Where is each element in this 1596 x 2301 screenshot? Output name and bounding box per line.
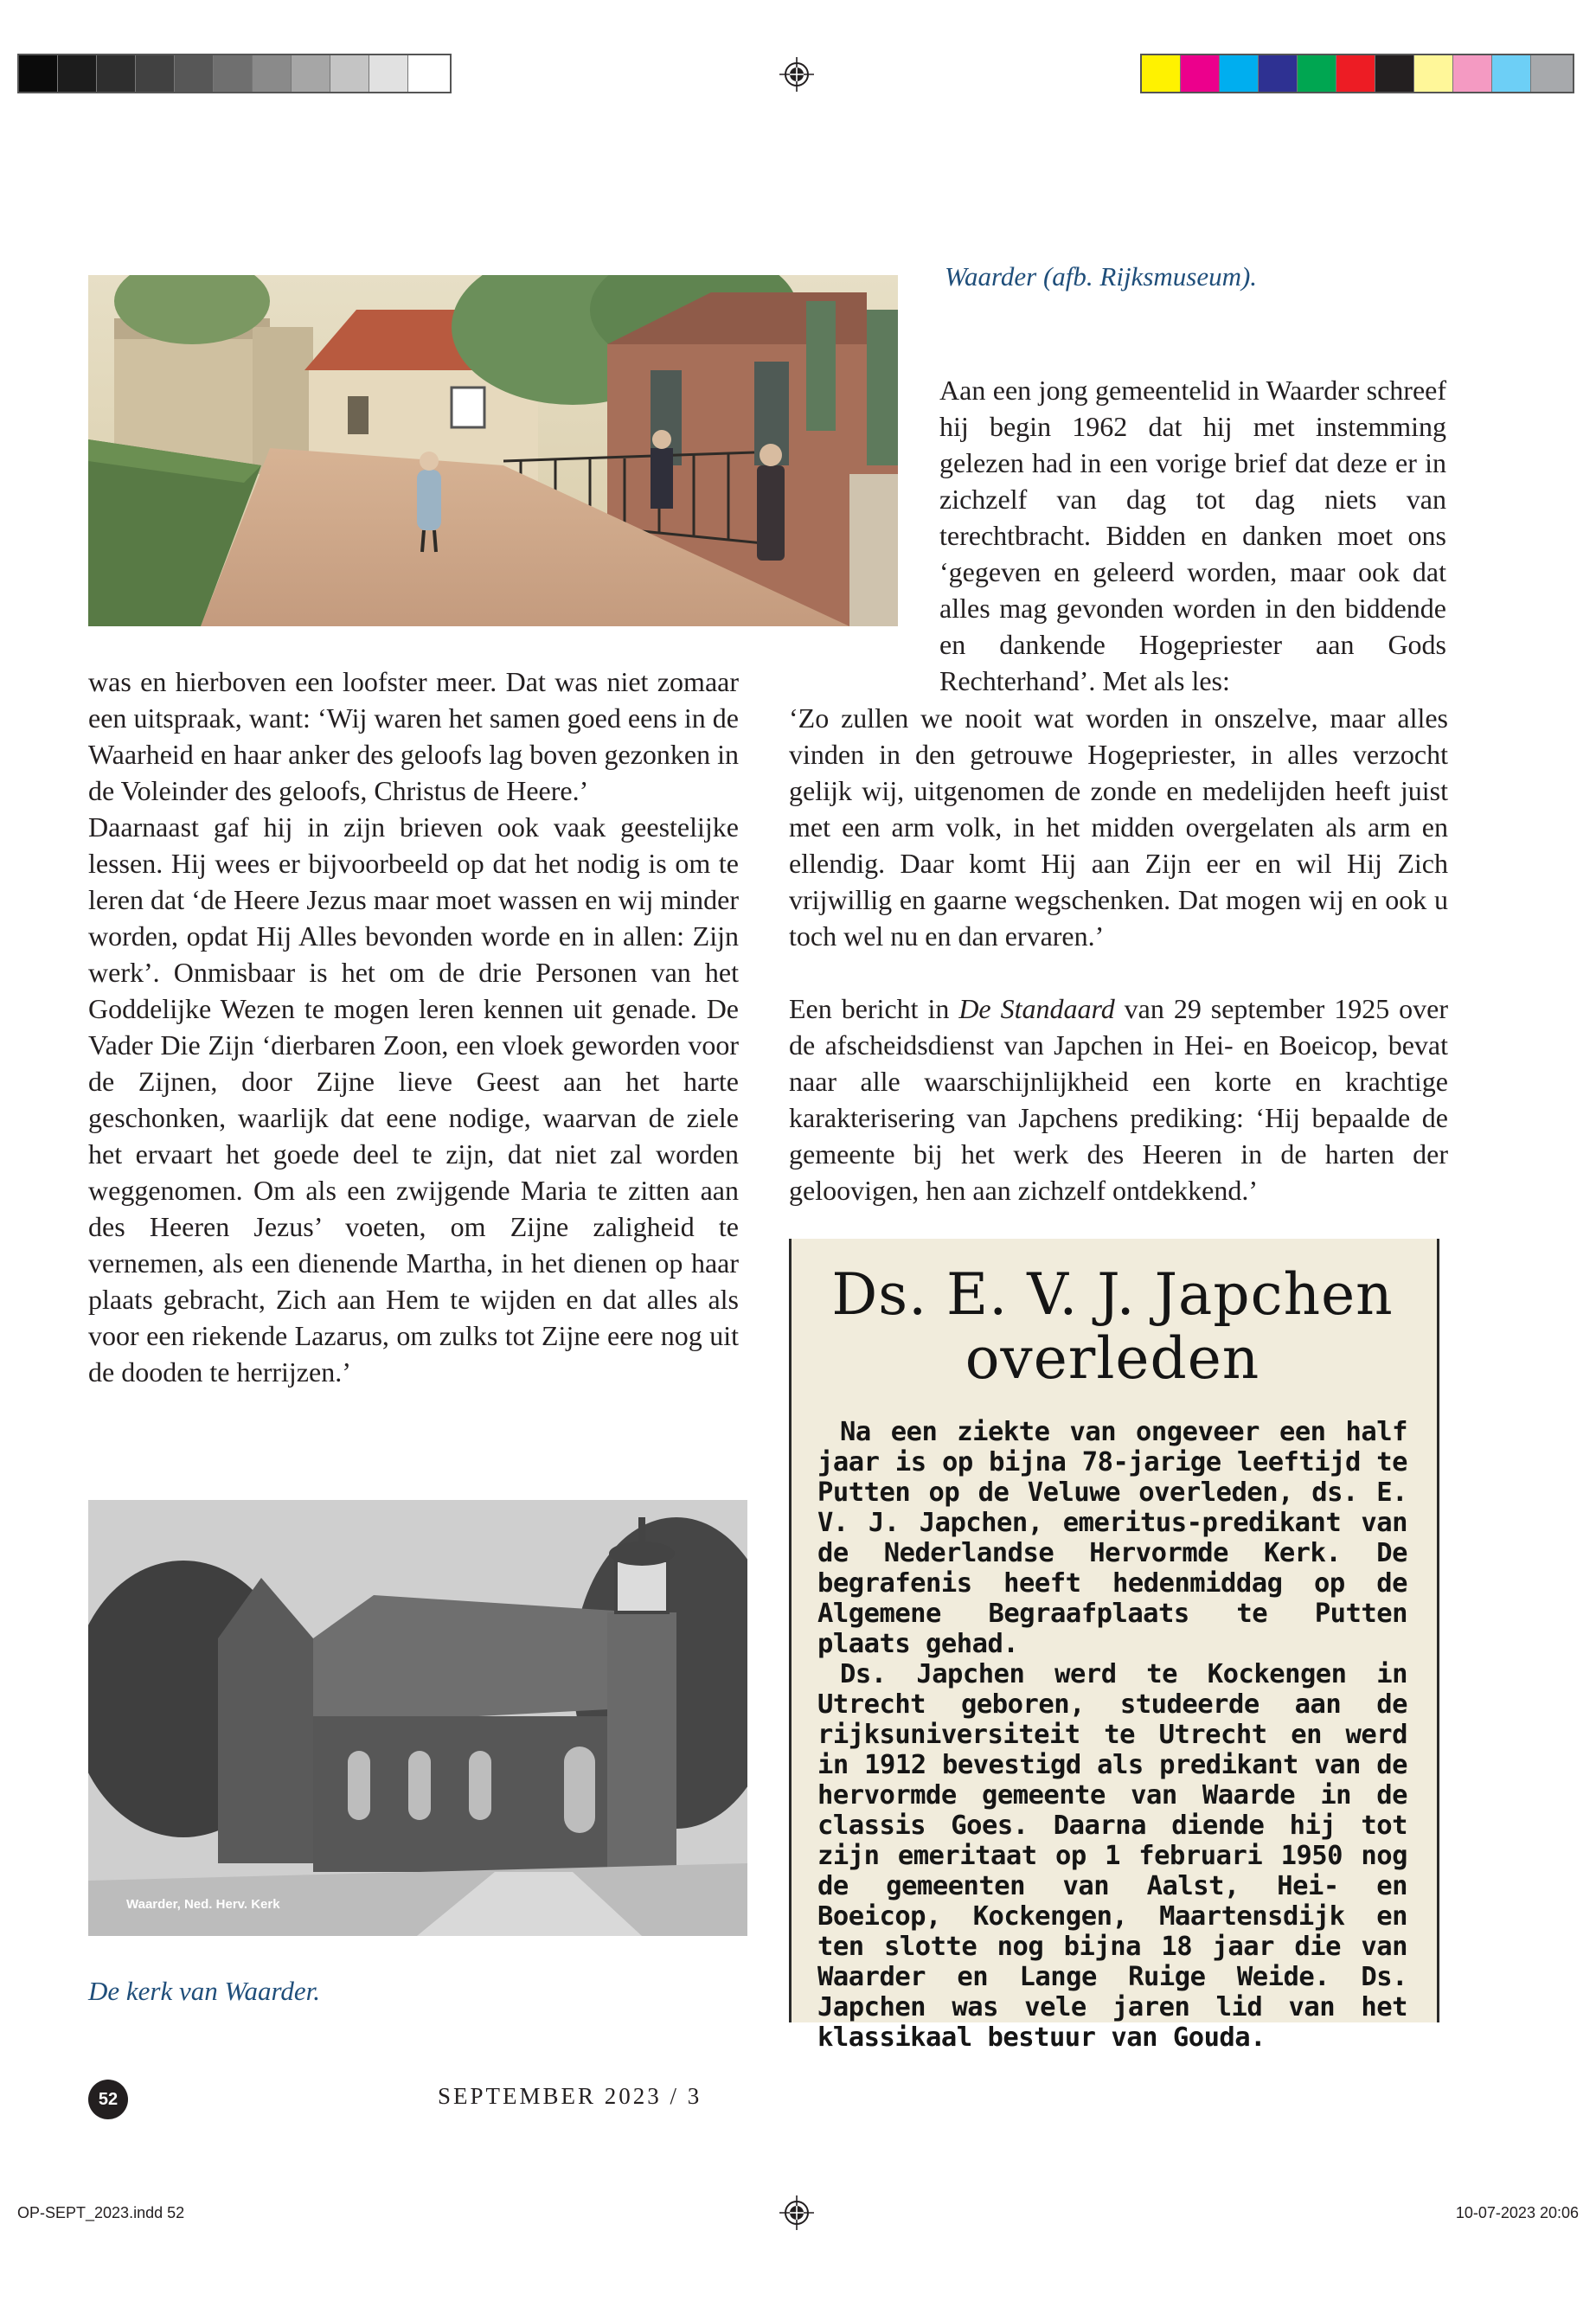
standaard-intro: Een bericht in: [789, 993, 959, 1024]
clipping-headline-line-2: overleden: [965, 1325, 1260, 1392]
village-street-illustration: [88, 275, 898, 626]
church-photo: [88, 1500, 747, 1936]
intro-paragraph: Aan een jong gemeentelid in Waarder schreef hij begin 1962 dat hij met instemming gelezen had in een vorige brief dat deze er in zichzelf van dag tot dag niets van terechtbracht. Bidden en danken moet ons ‘gegeven en geleerd worden, maar ook dat alles mag gevonden worden in den biddende en dankende Hogepriester aan Gods Rechterhand’. Met als les:: [939, 375, 1446, 696]
color-swatch: [1531, 55, 1573, 92]
color-swatch: [1181, 55, 1220, 92]
gray-swatch: [136, 55, 175, 92]
grayscale-color-bar: [17, 54, 452, 93]
color-swatch: [1298, 55, 1336, 92]
clipping-paragraph-1: Na een ziekte van ongeveer een half jaar is op bijna 78-jarige leeftijd te Putten op de Veluwe overleden, ds. E. V. J. Japchen, emeritus-predikant van de Nederlandse Hervormde Kerk. De begrafenis heeft hedenmiddag op de Algemene Begraafplaats te Putten plaats gehad.: [817, 1417, 1407, 1659]
gray-swatch: [58, 55, 97, 92]
registration-mark-icon: [779, 57, 814, 92]
standaard-rest: van 29 september 1925 over de afscheidsdienst van Japchen in Hei- en Boeicop, bevat naar alle waarschijnlijkheid een korte en krachtige karakterisering van Japchens prediking: ‘Hij bepaalde de gemeente bij het werk des Heeren in de harten der geloovigen, hen aan zichzelf ontdekkend.’: [789, 993, 1449, 1206]
gray-swatch: [214, 55, 253, 92]
gray-swatch: [369, 55, 408, 92]
gray-swatch: [19, 55, 58, 92]
clipping-headline-line-1: Ds. E. V. J. Japchen: [831, 1261, 1394, 1328]
color-swatch: [1142, 55, 1181, 92]
left-paragraph-1: was en hierboven een loofster meer. Dat was niet zomaar een uitspraak, want: ‘Wij waren het samen goed eens in de Waarheid en haar anker des geloofs lag boven gezonken in de Voleinder des geloofs, Christus de Heere.’: [88, 666, 739, 806]
right-column-intro: [939, 372, 1446, 699]
standaard-paragraph: [789, 990, 1448, 1208]
clipping-paragraph-2: Ds. Japchen werd te Kockengen in Utrecht geboren, studeerde aan de rijksuniversiteit te Utrecht en werd in 1912 bevestigd als predikant van de hervormde gemeente van Waarde in de classis Goes. Daarna diende hij tot zijn emeritaat op 1 februari 1950 nog de gemeenten van Aalst, Hei- en Boeicop, Kockengen, Maartensdijk en ten slotte nog bijna 18 jaar die van Waarder en Lange Ruige Weide. Ds. Japchen was vele jaren lid van het klassikaal bestuur van Gouda.: [817, 1659, 1407, 2053]
top-photo-caption: Waarder (afb. Rijksmuseum).: [945, 261, 1258, 292]
left-column: [88, 663, 739, 1390]
color-swatch: [1414, 55, 1453, 92]
clipping-body: [817, 1417, 1407, 2053]
gray-swatch: [253, 55, 292, 92]
process-color-bar: [1140, 54, 1574, 93]
color-swatch: [1453, 55, 1492, 92]
color-swatch: [1375, 55, 1414, 92]
church-photo-caption: De kerk van Waarder.: [88, 1976, 321, 2006]
color-swatch: [1492, 55, 1531, 92]
church-photo-label: Waarder, Ned. Herv. Kerk: [126, 1897, 280, 1912]
gray-swatch: [330, 55, 369, 92]
file-slug: OP-SEPT_2023.indd 52: [17, 2204, 185, 2221]
gray-swatch: [175, 55, 214, 92]
color-swatch: [1259, 55, 1298, 92]
left-paragraph-2: Daarnaast gaf hij in zijn brieven ook vaak geestelijke lessen. Hij wees er bijvoorbeeld op dat het nodig is om te leren dat ‘de Heere Jezus maar moet wassen en wij minder worden, opdat Hij Alles bevonden worde en in allen: Zijn werk’. Onmisbaar is het om de drie Personen van het Goddelijke Wezen te mogen leren kennen uit genade. De Vader Die Zijn ‘dierbaren Zoon, een vloek geworden voor de Zijnen, door Zijne lieve Geest aan het harte geschonken, waarlijk dat eene nodige, waarvan de ziele het ervaart het goede deel te zijn, dat niet zal worden weggenomen. Om als een zwijgende Maria te zitten aan des Heeren Jezus’ voeten, om Zijne zaligheid te vernemen, als een dienende Martha, in het dienen op haar plaats gebracht, Zich aan Hem te wijden en dat alles als voor een riekende Lazarus, om zulks tot Zijne eere nog uit de dooden te herrijzen.’: [88, 811, 739, 1388]
page-number-badge: 52: [88, 2080, 128, 2119]
gray-swatch: [408, 55, 450, 92]
gray-swatch: [97, 55, 136, 92]
color-swatch: [1220, 55, 1259, 92]
issue-label: SEPTEMBER 2023 / 3: [438, 2083, 702, 2109]
hogepriester-quote: ‘Zo zullen we nooit wat worden in onszelve, maar alles vinden in den getrouwe Hogepriester, in alles verzocht gelijk wij, uitgenomen de zonde en medelijden heeft juist met een arm volk, in het midden overgelaten als arm en ellendig. Daar komt Hij aan Zijn eer en wil Hij Zich vrijwillig en gaarne wegschenken. Dat mogen wij en ook u toch wel nu en dan ervaren.’: [789, 702, 1448, 952]
standaard-newspaper-title: De Standaard: [958, 993, 1115, 1024]
right-column: [789, 700, 1448, 1208]
newspaper-clipping: [789, 1239, 1439, 2053]
registration-mark-icon: [779, 2195, 814, 2230]
gray-swatch: [292, 55, 330, 92]
color-swatch: [1336, 55, 1375, 92]
village-street-photo: [88, 275, 898, 626]
church-illustration: [88, 1500, 747, 1936]
date-slug: 10-07-2023 20:06: [1455, 2204, 1579, 2221]
